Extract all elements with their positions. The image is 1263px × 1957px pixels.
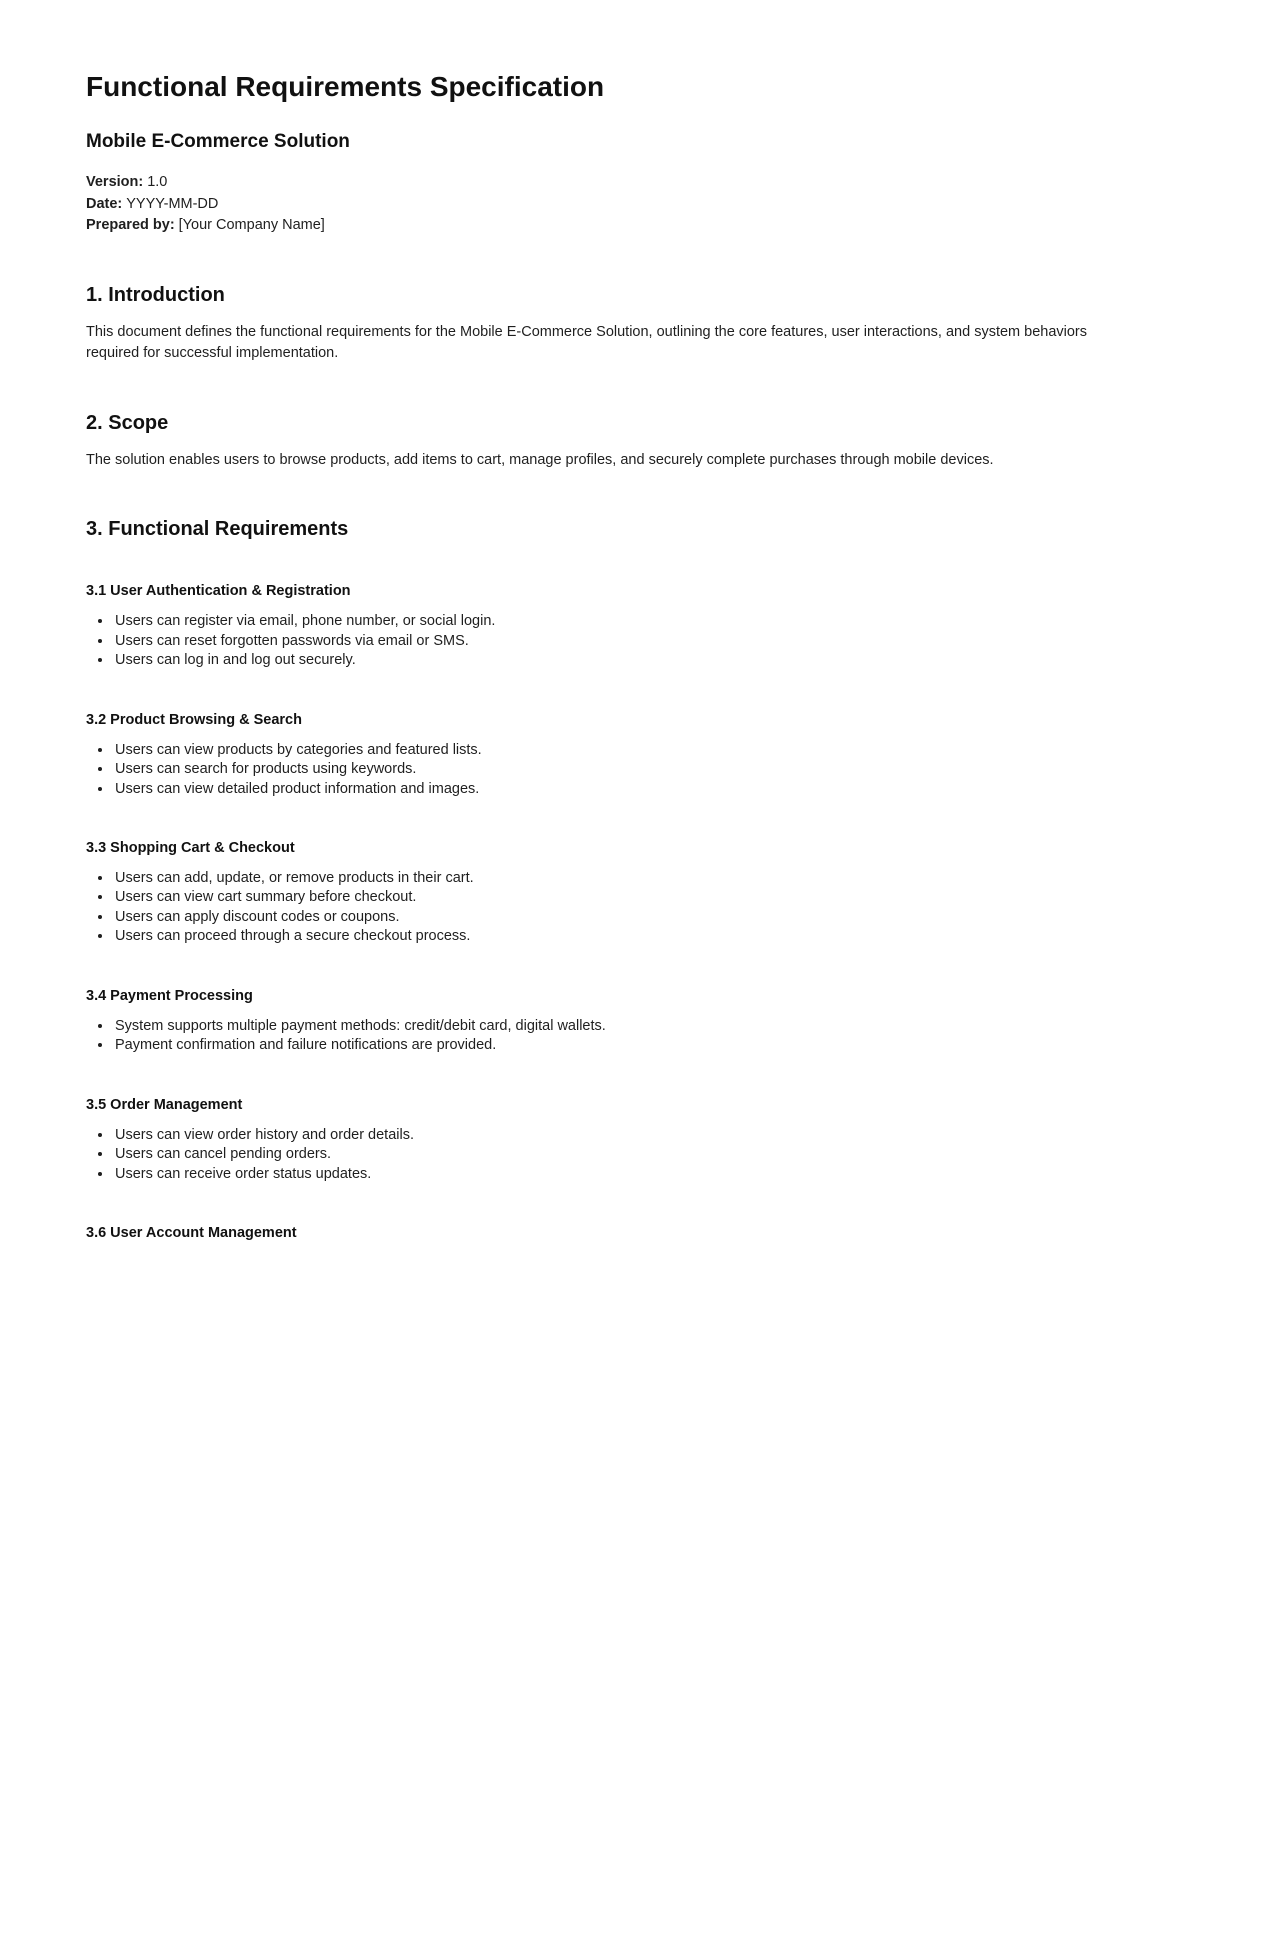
section-heading-introduction: 1. Introduction [86,283,225,306]
list-item: • System supports multiple payment methods: credit/debit card, digital wallets. [113,1017,1116,1037]
list-item: • Users can search for products using keywords. [113,760,1116,780]
meta-prepared-by [86,215,1116,237]
list-item: • Users can cancel pending orders. [113,1145,1116,1165]
document-page [86,0,1116,1243]
list-item: • Users can log in and log out securely. [113,651,1116,671]
section-body-scope: The solution enables users to browse products, add items to cart, manage profiles, and securely complete purchases through mobile devices. [86,451,994,468]
list-item: • Users can reset forgotten passwords via email or SMS. [113,632,1116,652]
list-item: • Users can receive order status updates. [113,1165,1116,1185]
meta-version-label: Version: [86,174,144,191]
section-heading-functional-requirements: 3. Functional Requirements [86,518,349,541]
list-item: • Users can proceed through a secure checkout process. [113,927,1116,947]
list-item: • Users can register via email, phone number, or social login. [113,612,1116,632]
section-heading-scope: 2. Scope [86,411,169,434]
subsection-heading-payment: 3.4 Payment Processing [86,987,253,1004]
meta-version-value: 1.0 [147,174,168,191]
bullet-list-authentication [86,612,1116,671]
list-item: • Users can view cart summary before checkout. [113,888,1116,908]
bullet-list-cart-checkout [86,869,1116,947]
meta-date-label: Date: [86,195,123,212]
subsection-heading-account-management: 3.6 User Account Management [86,1225,297,1242]
bullet-list-order-management [86,1126,1116,1185]
bullet-list-browsing [86,741,1116,800]
list-item: • Users can add, update, or remove products in their cart. [113,869,1116,889]
list-item: • Users can apply discount codes or coupons. [113,908,1116,928]
meta-prepared-by-label: Prepared by: [86,217,175,234]
section-body-introduction: This document defines the functional requirements for the Mobile E-Commerce Solution, outlining the core features, user interactions, and system behaviors required for successful implementation. [86,323,1088,362]
list-item: • Users can view detailed product information and images. [113,780,1116,800]
meta-date-value: YYYY-MM-DD [126,195,219,212]
list-item: • Payment confirmation and failure notifications are provided. [113,1036,1116,1056]
subsection-heading-browsing: 3.2 Product Browsing & Search [86,711,302,728]
list-item: • Users can view products by categories and featured lists. [113,741,1116,761]
subsection-heading-order-management: 3.5 Order Management [86,1096,243,1113]
document-meta [86,172,1116,237]
document-title: Functional Requirements Specification [86,71,605,102]
document-subtitle: Mobile E-Commerce Solution [86,130,350,152]
subsection-heading-cart-checkout: 3.3 Shopping Cart & Checkout [86,840,295,857]
list-item: • Users can view order history and order details. [113,1126,1116,1146]
subsection-heading-authentication: 3.1 User Authentication & Registration [86,583,351,600]
meta-version [86,172,1116,194]
meta-prepared-by-value: [Your Company Name] [178,217,325,234]
meta-date [86,194,1116,216]
bullet-list-payment [86,1017,1116,1056]
